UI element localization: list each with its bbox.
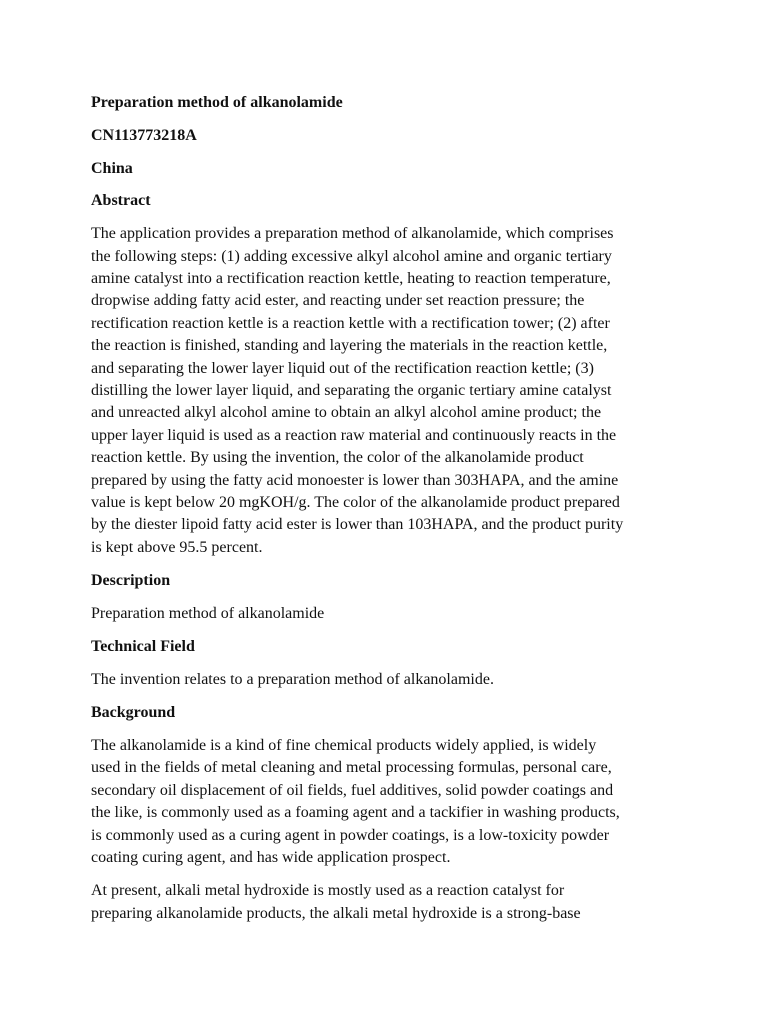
abstract-line: the reaction is finished, standing and layering the materials in the reaction kettle,: [91, 337, 608, 355]
technical-field-text: The invention relates to a preparation method of alkanolamide.: [91, 670, 494, 688]
abstract-line: upper layer liquid is used as a reaction raw material and continuously reacts in the: [91, 426, 617, 444]
background-line: The alkanolamide is a kind of fine chemical products widely applied, is widely: [91, 736, 597, 754]
abstract-line: value is kept below 20 mgKOH/g. The color of the alkanolamide product prepared: [91, 494, 620, 512]
abstract-paragraph: [91, 223, 691, 559]
background-line: coating curing agent, and has wide application prospect.: [91, 848, 451, 866]
abstract-line: is kept above 95.5 percent.: [91, 538, 263, 556]
abstract-line: by the diester lipoid fatty acid ester is lower than 103HAPA, and the product purity: [91, 516, 624, 534]
background-paragraph-2: [91, 880, 691, 925]
abstract-line: reaction kettle. By using the invention, the color of the alkanolamide product: [91, 449, 584, 467]
background-line: is commonly used as a curing agent in powder coatings, is a low-toxicity powder: [91, 826, 610, 844]
abstract-line: The application provides a preparation method of alkanolamide, which comprises: [91, 225, 614, 243]
abstract-line: distilling the lower layer liquid, and separating the organic tertiary amine catalyst: [91, 382, 612, 400]
background-line: used in the fields of metal cleaning and metal processing formulas, personal care,: [91, 759, 612, 777]
background-paragraph-1: [91, 735, 691, 869]
document-page: [91, 92, 691, 936]
background-line: the like, is commonly used as a foaming agent and a tackifier in washing products,: [91, 804, 620, 822]
background-line: secondary oil displacement of oil fields, fuel additives, solid powder coatings and: [91, 781, 614, 799]
country: China: [91, 159, 133, 177]
technical-field-heading: Technical Field: [91, 638, 195, 656]
description-text: Preparation method of alkanolamide: [91, 604, 325, 622]
abstract-heading: Abstract: [91, 192, 151, 210]
background-heading: Background: [91, 704, 176, 722]
abstract-line: amine catalyst into a rectification reaction kettle, heating to reaction temperature,: [91, 270, 611, 287]
publication-number: CN113773218A: [91, 126, 197, 144]
document-title: Preparation method of alkanolamide: [91, 94, 343, 111]
description-heading: Description: [91, 572, 171, 590]
abstract-line: rectification reaction kettle is a reaction kettle with a rectification tower; (2) after: [91, 314, 610, 332]
background-line: preparing alkanolamide products, the alkali metal hydroxide is a strong-base: [91, 904, 581, 922]
abstract-line: prepared by using the fatty acid monoester is lower than 303HAPA, and the amine: [91, 471, 619, 489]
abstract-line: dropwise adding fatty acid ester, and reacting under set reaction pressure; the: [91, 292, 585, 310]
abstract-line: and separating the lower layer liquid out of the rectification reaction kettle; (3): [91, 359, 594, 377]
abstract-line: the following steps: (1) adding excessive alkyl alcohol amine and organic tertiary: [91, 247, 612, 265]
background-line: At present, alkali metal hydroxide is mostly used as a reaction catalyst for: [91, 882, 565, 900]
abstract-line: and unreacted alkyl alcohol amine to obtain an alkyl alcohol amine product; the: [91, 404, 602, 422]
